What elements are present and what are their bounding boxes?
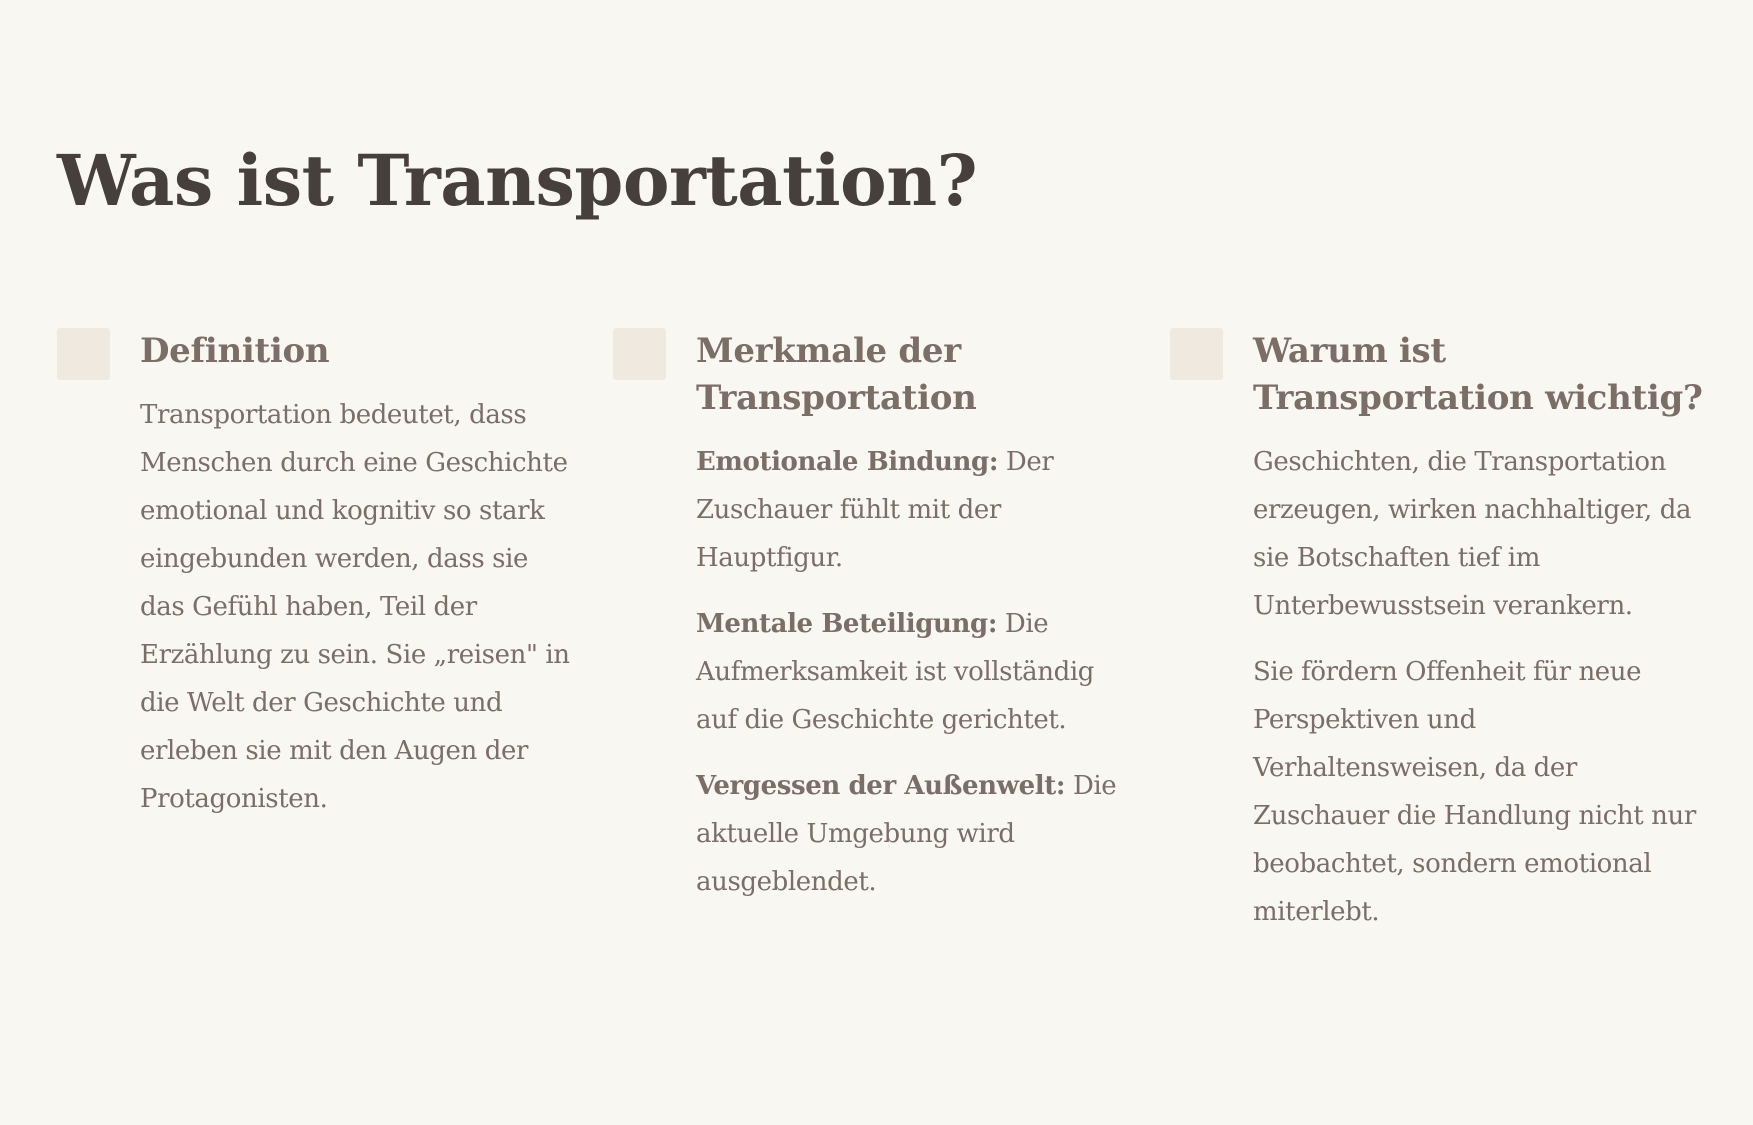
importance-body (1253, 438, 1703, 936)
definition-heading: Definition (140, 331, 330, 371)
importance-paragraph: Geschichten, die Transportation erzeugen, wirken nachhaltiger, da sie Botschaften tief im Unterbewusstsein verankern. (1253, 447, 1692, 621)
definition-body (140, 391, 580, 823)
page-title: Was ist Transportation? (57, 139, 978, 222)
characteristic-item (696, 762, 1126, 906)
importance-paragraph: Sie fördern Offenheit für neue Perspektiven und Verhaltensweisen, da der Zuschauer die Handlung nicht nur beobachtet, sondern emotional miterlebt. (1253, 657, 1696, 927)
characteristic-text: Die Aufmerksamkeit ist vollständig auf die Geschichte gerichtet. (696, 609, 1095, 735)
characteristic-item (696, 600, 1126, 744)
square-marker-icon (1170, 328, 1223, 380)
characteristic-text: Die aktuelle Umgebung wird ausgeblendet. (696, 771, 1117, 897)
characteristic-term: Emotionale Bindung: (696, 447, 999, 477)
characteristic-text: Der Zuschauer fühlt mit der Hauptfigur. (696, 447, 1054, 573)
characteristic-term: Mentale Beteiligung: (696, 609, 998, 639)
characteristics-heading: Merkmale der Transportation (696, 331, 977, 418)
square-marker-icon (57, 328, 110, 380)
characteristics-content (696, 328, 1126, 924)
square-marker-icon (613, 328, 666, 380)
importance-heading: Warum ist Transportation wichtig? (1253, 331, 1703, 418)
importance-content (1253, 328, 1703, 954)
characteristic-term: Vergessen der Außenwelt: (696, 771, 1066, 801)
characteristic-item (696, 438, 1126, 582)
definition-content (140, 328, 580, 841)
characteristics-body (696, 438, 1126, 906)
definition-paragraph: Transportation bedeutet, dass Menschen durch eine Geschichte emotional und kognitiv so stark eingebunden werden, dass sie das Gefühl haben, Teil der Erzählung zu sein. Sie „reisen" in die Welt der Geschichte und erleben sie mit den Augen der Protagonisten. (140, 400, 570, 814)
